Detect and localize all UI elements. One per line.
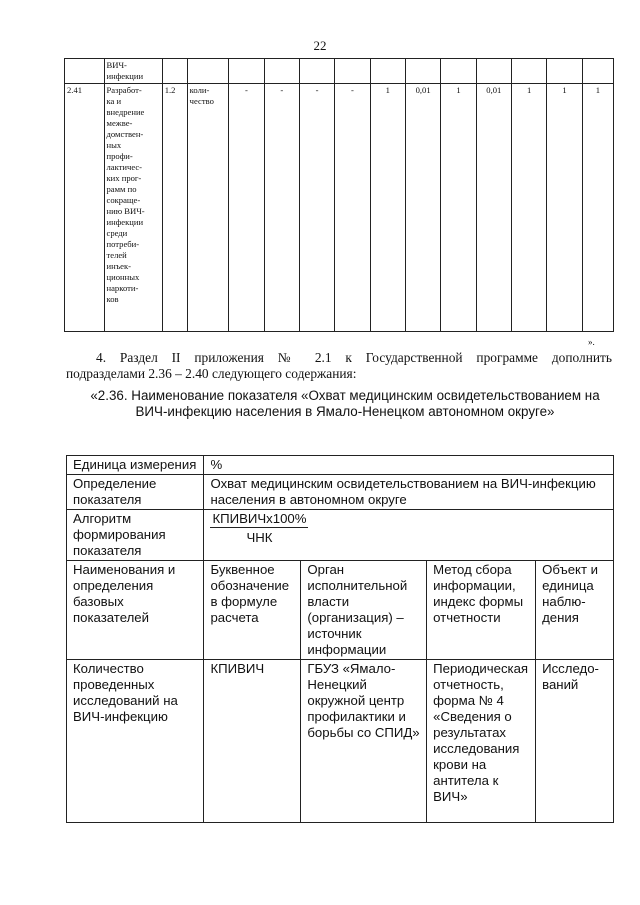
row-value: -: [264, 84, 299, 332]
algorithm-label: Алгоритм формирования показателя: [67, 510, 204, 561]
row-value: -: [299, 84, 334, 332]
paragraph-line-2: подразделами 2.36 – 2.40 следующего содержания:: [66, 366, 357, 381]
row-value: 1: [370, 84, 405, 332]
page-number: 22: [313, 38, 327, 53]
indicator-table: [66, 455, 614, 823]
row-value: -: [335, 84, 370, 332]
row-value: 1: [547, 84, 582, 332]
formula-denominator: ЧНК: [246, 530, 273, 545]
row-value: -: [229, 84, 264, 332]
row-value: 1: [512, 84, 547, 332]
row-task: 1.2: [162, 84, 187, 332]
definition-value: Охват медицинским освидетельствованием на ВИЧ-инфекцию населения в автономном округе: [204, 475, 614, 510]
unit-label: Единица измерения: [67, 456, 204, 475]
header-cell: Орган исполнительной власти (организация) – источник информации: [301, 561, 427, 660]
row-value: 1: [582, 84, 613, 332]
indicator-heading: «2.36. Наименование показателя «Охват медицинским освидетельствованием на ВИЧ-инфекцию населения в Ямало-Ненецком автономном округе»: [90, 388, 600, 419]
paragraph-line-1: 4. Раздел II приложения № 2.1 к Государственной программе дополнить: [96, 350, 612, 365]
row-unit: коли- чество: [187, 84, 229, 332]
prev-row-name-tail: ВИЧ- инфекции: [104, 59, 162, 84]
data-cell: Количество проведенных исследований на ВИЧ-инфекцию: [67, 660, 204, 823]
amendment-paragraph: [66, 350, 612, 382]
data-cell: Исследо-ваний: [536, 660, 614, 823]
unit-value: %: [204, 456, 614, 475]
formula-numerator: КПИВИЧх100%: [212, 511, 307, 526]
table-row-algorithm: [67, 510, 614, 561]
data-cell: КПИВИЧ: [204, 660, 301, 823]
quote-end: ».: [588, 337, 595, 347]
header-cell: Объект и единица наблю-дения: [536, 561, 614, 660]
definition-label: Определение показателя: [67, 475, 204, 510]
header-cell: Наименования и определения базовых показателей: [67, 561, 204, 660]
row-name: Разработ- ка и внедрение межве- домствен- ных профи- лактичес- ких прог- рамм по сокраще- нию ВИЧ- инфекции среди потреби- телей инъек- ционных наркоти- ков: [104, 84, 162, 332]
table-row-unit: [67, 456, 614, 475]
header-cell: Метод сбора информации, индекс формы отчетности: [427, 561, 536, 660]
row-value: 0,01: [405, 84, 440, 332]
row-value: 0,01: [476, 84, 511, 332]
top-table: [64, 58, 614, 332]
table-row: [65, 84, 614, 332]
table-row-definition: [67, 475, 614, 510]
algorithm-formula: [204, 510, 614, 561]
formula-fraction: [210, 511, 308, 546]
table-header-row: [67, 561, 614, 660]
data-cell: ГБУЗ «Ямало-Ненецкий окружной центр профилактики и борьбы со СПИД»: [301, 660, 427, 823]
row-value: 1: [441, 84, 476, 332]
row-number: 2.41: [65, 84, 105, 332]
table-row-prev-tail: [65, 59, 614, 84]
data-cell: Периодическая отчетность, форма № 4 «Сведения о результатах исследования крови на антитела к ВИЧ»: [427, 660, 536, 823]
table-row: [67, 660, 614, 823]
header-cell: Буквенное обозначение в формуле расчета: [204, 561, 301, 660]
